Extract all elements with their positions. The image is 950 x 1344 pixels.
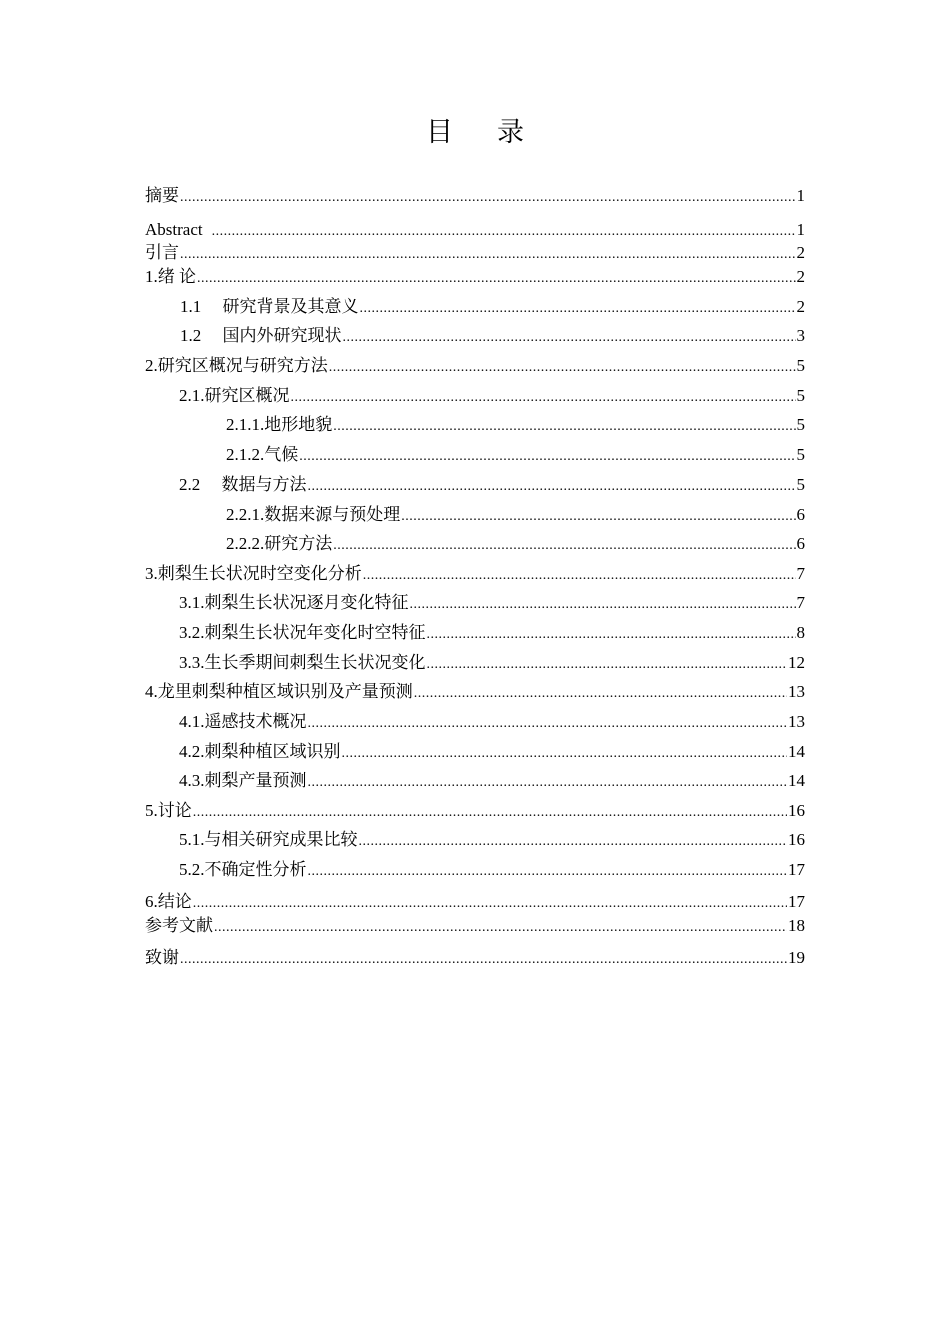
toc-page: 14 — [788, 742, 805, 761]
toc-entry[interactable] — [179, 653, 805, 675]
toc-entry[interactable] — [179, 860, 805, 882]
toc-entry[interactable] — [179, 386, 805, 408]
toc-entry[interactable] — [179, 623, 805, 645]
toc-page: 2 — [796, 267, 805, 286]
toc-page: 1 — [796, 220, 805, 239]
toc-label: 5.1.与相关研究成果比较 — [179, 830, 358, 849]
page-title — [0, 110, 950, 149]
toc-label: 3.2.刺梨生长状况年变化时空特征 — [179, 623, 426, 642]
toc-entry[interactable] — [226, 534, 805, 556]
toc-label: 引言 — [145, 243, 179, 262]
toc-page: 12 — [788, 653, 805, 672]
toc-entry[interactable] — [145, 916, 805, 938]
toc-entry[interactable] — [145, 682, 805, 704]
toc-entry[interactable] — [145, 243, 805, 265]
toc-page: 5 — [796, 445, 805, 464]
toc-label: 1.绪 论 — [145, 267, 196, 286]
toc-label: 摘要 — [145, 186, 179, 205]
toc-entry[interactable] — [145, 801, 805, 823]
toc-page: 5 — [796, 386, 805, 405]
toc-page: 18 — [788, 916, 805, 935]
toc-page: 19 — [788, 948, 805, 967]
toc-entry[interactable] — [179, 712, 805, 734]
toc-label: 2.1.1.地形地貌 — [226, 415, 333, 434]
toc-label: 2.1.研究区概况 — [179, 386, 290, 405]
toc-label: 4.3.刺梨产量预测 — [179, 771, 307, 790]
toc-page: 16 — [788, 830, 805, 849]
toc-label: 1.1 研究背景及其意义 — [180, 297, 359, 316]
toc-page: 16 — [788, 801, 805, 820]
toc-label: 参考文献 — [145, 916, 213, 935]
toc-page: 1 — [796, 186, 805, 205]
toc-label: 1.2 国内外研究现状 — [180, 326, 342, 345]
toc-page: 7 — [796, 593, 805, 612]
toc-page: 8 — [796, 623, 805, 642]
toc-page: 13 — [788, 682, 805, 701]
toc-label: 3.1.刺梨生长状况逐月变化特征 — [179, 593, 409, 612]
toc-entry[interactable] — [145, 892, 805, 914]
toc-entry[interactable] — [179, 771, 805, 793]
toc-page: 14 — [788, 771, 805, 790]
toc-label: 6.结论 — [145, 892, 192, 911]
toc-label: 2.2.1.数据来源与预处理 — [226, 505, 401, 524]
toc-entry[interactable] — [145, 948, 805, 970]
toc-page: 7 — [796, 564, 805, 583]
toc-page: 5 — [796, 415, 805, 434]
toc-page: 17 — [788, 860, 805, 879]
toc-entry[interactable] — [145, 220, 805, 242]
toc-label: 2.2 数据与方法 — [179, 475, 307, 494]
toc-page: 2 — [796, 297, 805, 316]
toc-label: 4.龙里刺梨种植区域识别及产量预测 — [145, 682, 413, 701]
toc-entry[interactable] — [179, 593, 805, 615]
toc-page: 3 — [796, 326, 805, 345]
toc-entry[interactable] — [226, 415, 805, 437]
toc-label: Abstract — [145, 220, 203, 239]
toc-page: 5 — [796, 356, 805, 375]
toc-page: 6 — [796, 534, 805, 553]
toc-label: 5.2.不确定性分析 — [179, 860, 307, 879]
toc-entry[interactable] — [180, 297, 805, 319]
toc-entry[interactable] — [179, 742, 805, 764]
title-char-2: 录 — [497, 117, 524, 147]
toc-entry[interactable] — [179, 830, 805, 852]
toc-entry[interactable] — [145, 564, 805, 586]
toc-page: 13 — [788, 712, 805, 731]
toc-label: 2.研究区概况与研究方法 — [145, 356, 328, 375]
toc-label: 3.3.生长季期间刺梨生长状况变化 — [179, 653, 426, 672]
toc-label: 4.1.遥感技术概况 — [179, 712, 307, 731]
toc-page: 5 — [796, 475, 805, 494]
title-char-1: 目 — [426, 117, 453, 147]
toc-label: 3.刺梨生长状况时空变化分析 — [145, 564, 362, 583]
toc-page: 2 — [796, 243, 805, 262]
toc-entry[interactable] — [145, 267, 805, 289]
toc-page: 17 — [788, 892, 805, 911]
toc-entry[interactable] — [180, 326, 805, 348]
toc-label: 4.2.刺梨种植区域识别 — [179, 742, 341, 761]
toc-label: 5.讨论 — [145, 801, 192, 820]
toc-entry[interactable] — [179, 475, 805, 497]
toc-entry[interactable] — [145, 356, 805, 378]
toc-entry[interactable] — [145, 186, 805, 208]
toc-label: 致谢 — [145, 948, 179, 967]
toc-label: 2.2.2.研究方法 — [226, 534, 333, 553]
toc-entry[interactable] — [226, 505, 805, 527]
toc-label: 2.1.2.气候 — [226, 445, 299, 464]
toc-page: 6 — [796, 505, 805, 524]
toc-entry[interactable] — [226, 445, 805, 467]
